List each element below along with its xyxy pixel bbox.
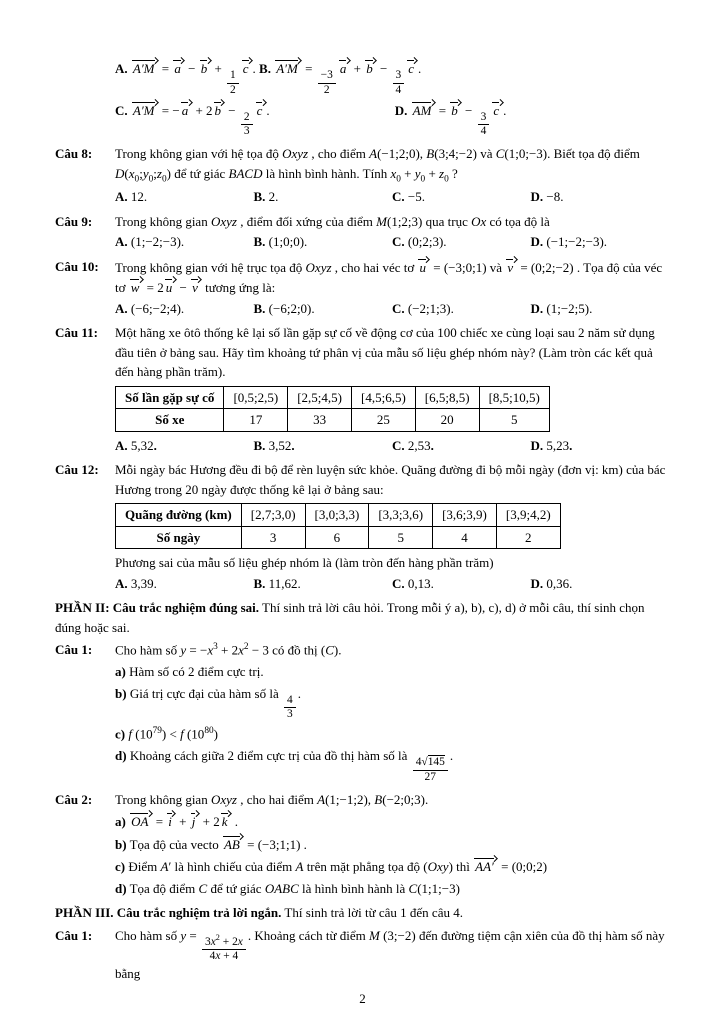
question-text: Trong không gian Oxyz , cho hai điểm A(1;−1;2), B(−2;0;3). (115, 791, 429, 807)
question-text: Cho hàm số $y = -x^3 + 2x^2 - 3$ có đồ thị (C). (115, 642, 342, 658)
option-a: A. 3,39. (115, 575, 157, 591)
question-label: Câu 1: (55, 927, 93, 943)
question-label: Câu 12: (55, 462, 99, 478)
question-7-continued-options (55, 56, 669, 141)
option-d: D. −8. (530, 189, 564, 205)
option-d: D. 5,23. (530, 437, 573, 453)
table-cell: 20 (415, 409, 479, 432)
table-row (116, 386, 550, 409)
question-9 (55, 212, 669, 254)
question-text: Trong không gian với hệ trục tọa độ Oxyz , cho hai véc tơ u = (−3;0;1) và v = (0;2;−2) . Tọa độ của véc tơ w = 2 u − v tương ứng là: (115, 259, 663, 296)
part3-question-1 (55, 926, 669, 985)
options-row (115, 299, 669, 319)
option-d: D. 0,36. (530, 575, 573, 591)
question-label: Câu 10: (55, 258, 99, 274)
question-subtext: Phương sai của mẫu số liệu ghép nhóm là (làm tròn đến hàng phần trăm) (115, 555, 494, 571)
table-cell: 2 (496, 526, 560, 549)
question-text: Mỗi ngày bác Hương đều đi bộ để rèn luyện sức khỏe. Quãng đường đi bộ mỗi ngày (đơn vị: km) của bác Hương trong 20 ngày được thống kê lại ở bảng sau: (115, 462, 666, 497)
frequency-table-walking (115, 503, 561, 549)
question-label: Câu 9: (55, 213, 93, 229)
option-b: B. (−6;2;0). (253, 300, 315, 316)
question-11 (55, 323, 669, 457)
options-row (115, 436, 669, 456)
question-text: Cho hàm số y = $\frac{3x^2 + 2x}{4x + 4}$ . Khoảng cách từ điểm M (3;−2) đến đường tiệm cận xiên của đồ thị hàm số này bằng (115, 927, 665, 982)
question-label: Câu 2: (55, 791, 93, 807)
table-cell: 6 (305, 526, 369, 549)
statement-c: c) f $(10^{79}) < f$ $(10^{80})$ (115, 726, 218, 742)
option-b: B. (1;0;0). (253, 234, 308, 250)
statement-b: b) Tọa độ của vecto AB = (−3;1;1) . (115, 836, 307, 852)
statement-d: d) Tọa độ điểm C để tứ giác OABC là hình bình hành là C(1;1;−3) (115, 880, 460, 896)
table-cell: [3,0;3,3) (305, 504, 369, 527)
question-10 (55, 257, 669, 321)
table-cell: [0,5;2,5) (224, 386, 288, 409)
question-text: Trong không gian Oxyz , điểm đối xứng của điểm M(1;2;3) qua trục Ox có tọa độ là (115, 213, 550, 229)
table-cell: 5 (479, 409, 549, 432)
table-cell: [3,3;3,6) (369, 504, 433, 527)
option-c: C. (0;2;3). (392, 234, 447, 250)
table-cell: [8,5;10,5) (479, 386, 549, 409)
option-b: B. 11,62. (253, 575, 301, 591)
question-8 (55, 144, 669, 209)
page-number: 2 (359, 990, 366, 1006)
table-cell: [6,5;8,5) (415, 386, 479, 409)
table-cell: [4,5;6,5) (352, 386, 416, 409)
table-cell: 25 (352, 409, 416, 432)
options-row (115, 58, 669, 98)
table-header-cell: Số xe (116, 409, 224, 432)
table-header-cell: Quãng đường (km) (116, 504, 242, 527)
table-header-cell: Số ngày (116, 526, 242, 549)
options-row (115, 574, 669, 594)
option-a: A. 12. (115, 189, 148, 205)
table-cell: 33 (288, 409, 352, 432)
part-3-heading: PHẦN III. Câu trắc nghiệm trả lời ngắn. Thí sinh trả lời từ câu 1 đến câu 4. (55, 905, 463, 921)
table-row (116, 526, 561, 549)
option-a: A. 5,32. (115, 437, 157, 453)
table-cell: 4 (433, 526, 497, 549)
table-cell: 5 (369, 526, 433, 549)
option-a: A. (−6;−2;4). (115, 300, 185, 316)
frequency-table-incidents (115, 386, 550, 432)
part2-question-2 (55, 790, 669, 901)
option-c: C. A′M = − a + 2 b − $\frac{2}{3}$ c . (115, 102, 270, 138)
table-row (116, 504, 561, 527)
question-label: Câu 8: (55, 146, 93, 162)
table-cell: 17 (224, 409, 288, 432)
question-label: Câu 11: (55, 325, 98, 341)
statement-c: c) Điểm A′ là hình chiếu của điểm A trên mặt phẳng tọa độ (Oxy) thì AA′ = (0;0;2) (115, 859, 548, 875)
option-b: B. 3,52. (253, 437, 295, 453)
option-d: D. (1;−2;5). (530, 300, 593, 316)
question-12 (55, 460, 669, 595)
option-c: C. (−2;1;3). (392, 300, 454, 316)
options-row (115, 232, 669, 252)
option-b: B. A′M = $\frac{-3}{2}$ a + b − $\frac{3}{4}$ c . (259, 61, 422, 96)
option-d: D. (−1;−2;−3). (530, 234, 608, 250)
part2-question-1 (55, 640, 669, 786)
statement-a: a) Hàm số có 2 điểm cực trị. (115, 664, 264, 680)
table-row (116, 409, 550, 432)
table-cell: [3,6;3,9) (433, 504, 497, 527)
table-cell: 3 (241, 526, 305, 549)
option-c: C. 2,53. (392, 437, 434, 453)
question-label-empty (55, 56, 115, 141)
part-2-heading: PHẦN II: Câu trắc nghiệm đúng sai. Thí sinh trả lời câu hỏi. Trong mỗi ý a), b), c), d) ở mỗi câu, thí sinh chọn đúng hoặc sai. (55, 600, 645, 635)
option-c: C. 0,13. (392, 575, 434, 591)
table-cell: [3,9;4,2) (496, 504, 560, 527)
statement-b: b) Giá trị cực đại của hàm số là $\frac{4}{3}$ . (115, 685, 301, 721)
question-label: Câu 1: (55, 642, 93, 658)
option-a: A. A′M = a − b + $\frac{1}{2}$ c . (115, 61, 256, 96)
statement-a: a) OA = i + j + 2 k . (115, 814, 238, 830)
option-c: C. −5. (392, 189, 425, 205)
question-text: Trong không gian với hệ tọa độ Oxyz , cho điểm A(−1;2;0), B(3;4;−2) và C(1;0;−3). Biết tọa độ điểm $D(x_0;y_0;z_0)$ để tứ giác BACD là hình bình hành. Tính $x_0 + y_0 + z_0$ ? (115, 146, 640, 185)
option-b: B. 2. (253, 189, 279, 205)
options-row (115, 100, 669, 140)
table-cell: [2,5;4,5) (288, 386, 352, 409)
question-text: Một hãng xe ôtô thống kê lại số lần gặp sự cố về động cơ của 100 chiếc xe cùng loại sau 2 năm sử dụng đầu tiên ở bảng sau. Hãy tìm khoảng tứ phân vị của mẫu số liệu ghép nhóm này? (Làm tròn các kết quả đến hàng phần trăm). (115, 325, 655, 380)
option-a: A. (1;−2;−3). (115, 234, 185, 250)
table-cell: [2,7;3,0) (241, 504, 305, 527)
table-header-cell: Số lần gặp sự cố (116, 386, 224, 409)
statement-d: d) Khoảng cách giữa 2 điểm cực trị của đồ thị hàm số là $\frac{4√145}{27}$ . (115, 748, 454, 783)
option-d: D. AM = b − $\frac{3}{4}$ c . (394, 102, 507, 138)
options-row (115, 187, 669, 207)
